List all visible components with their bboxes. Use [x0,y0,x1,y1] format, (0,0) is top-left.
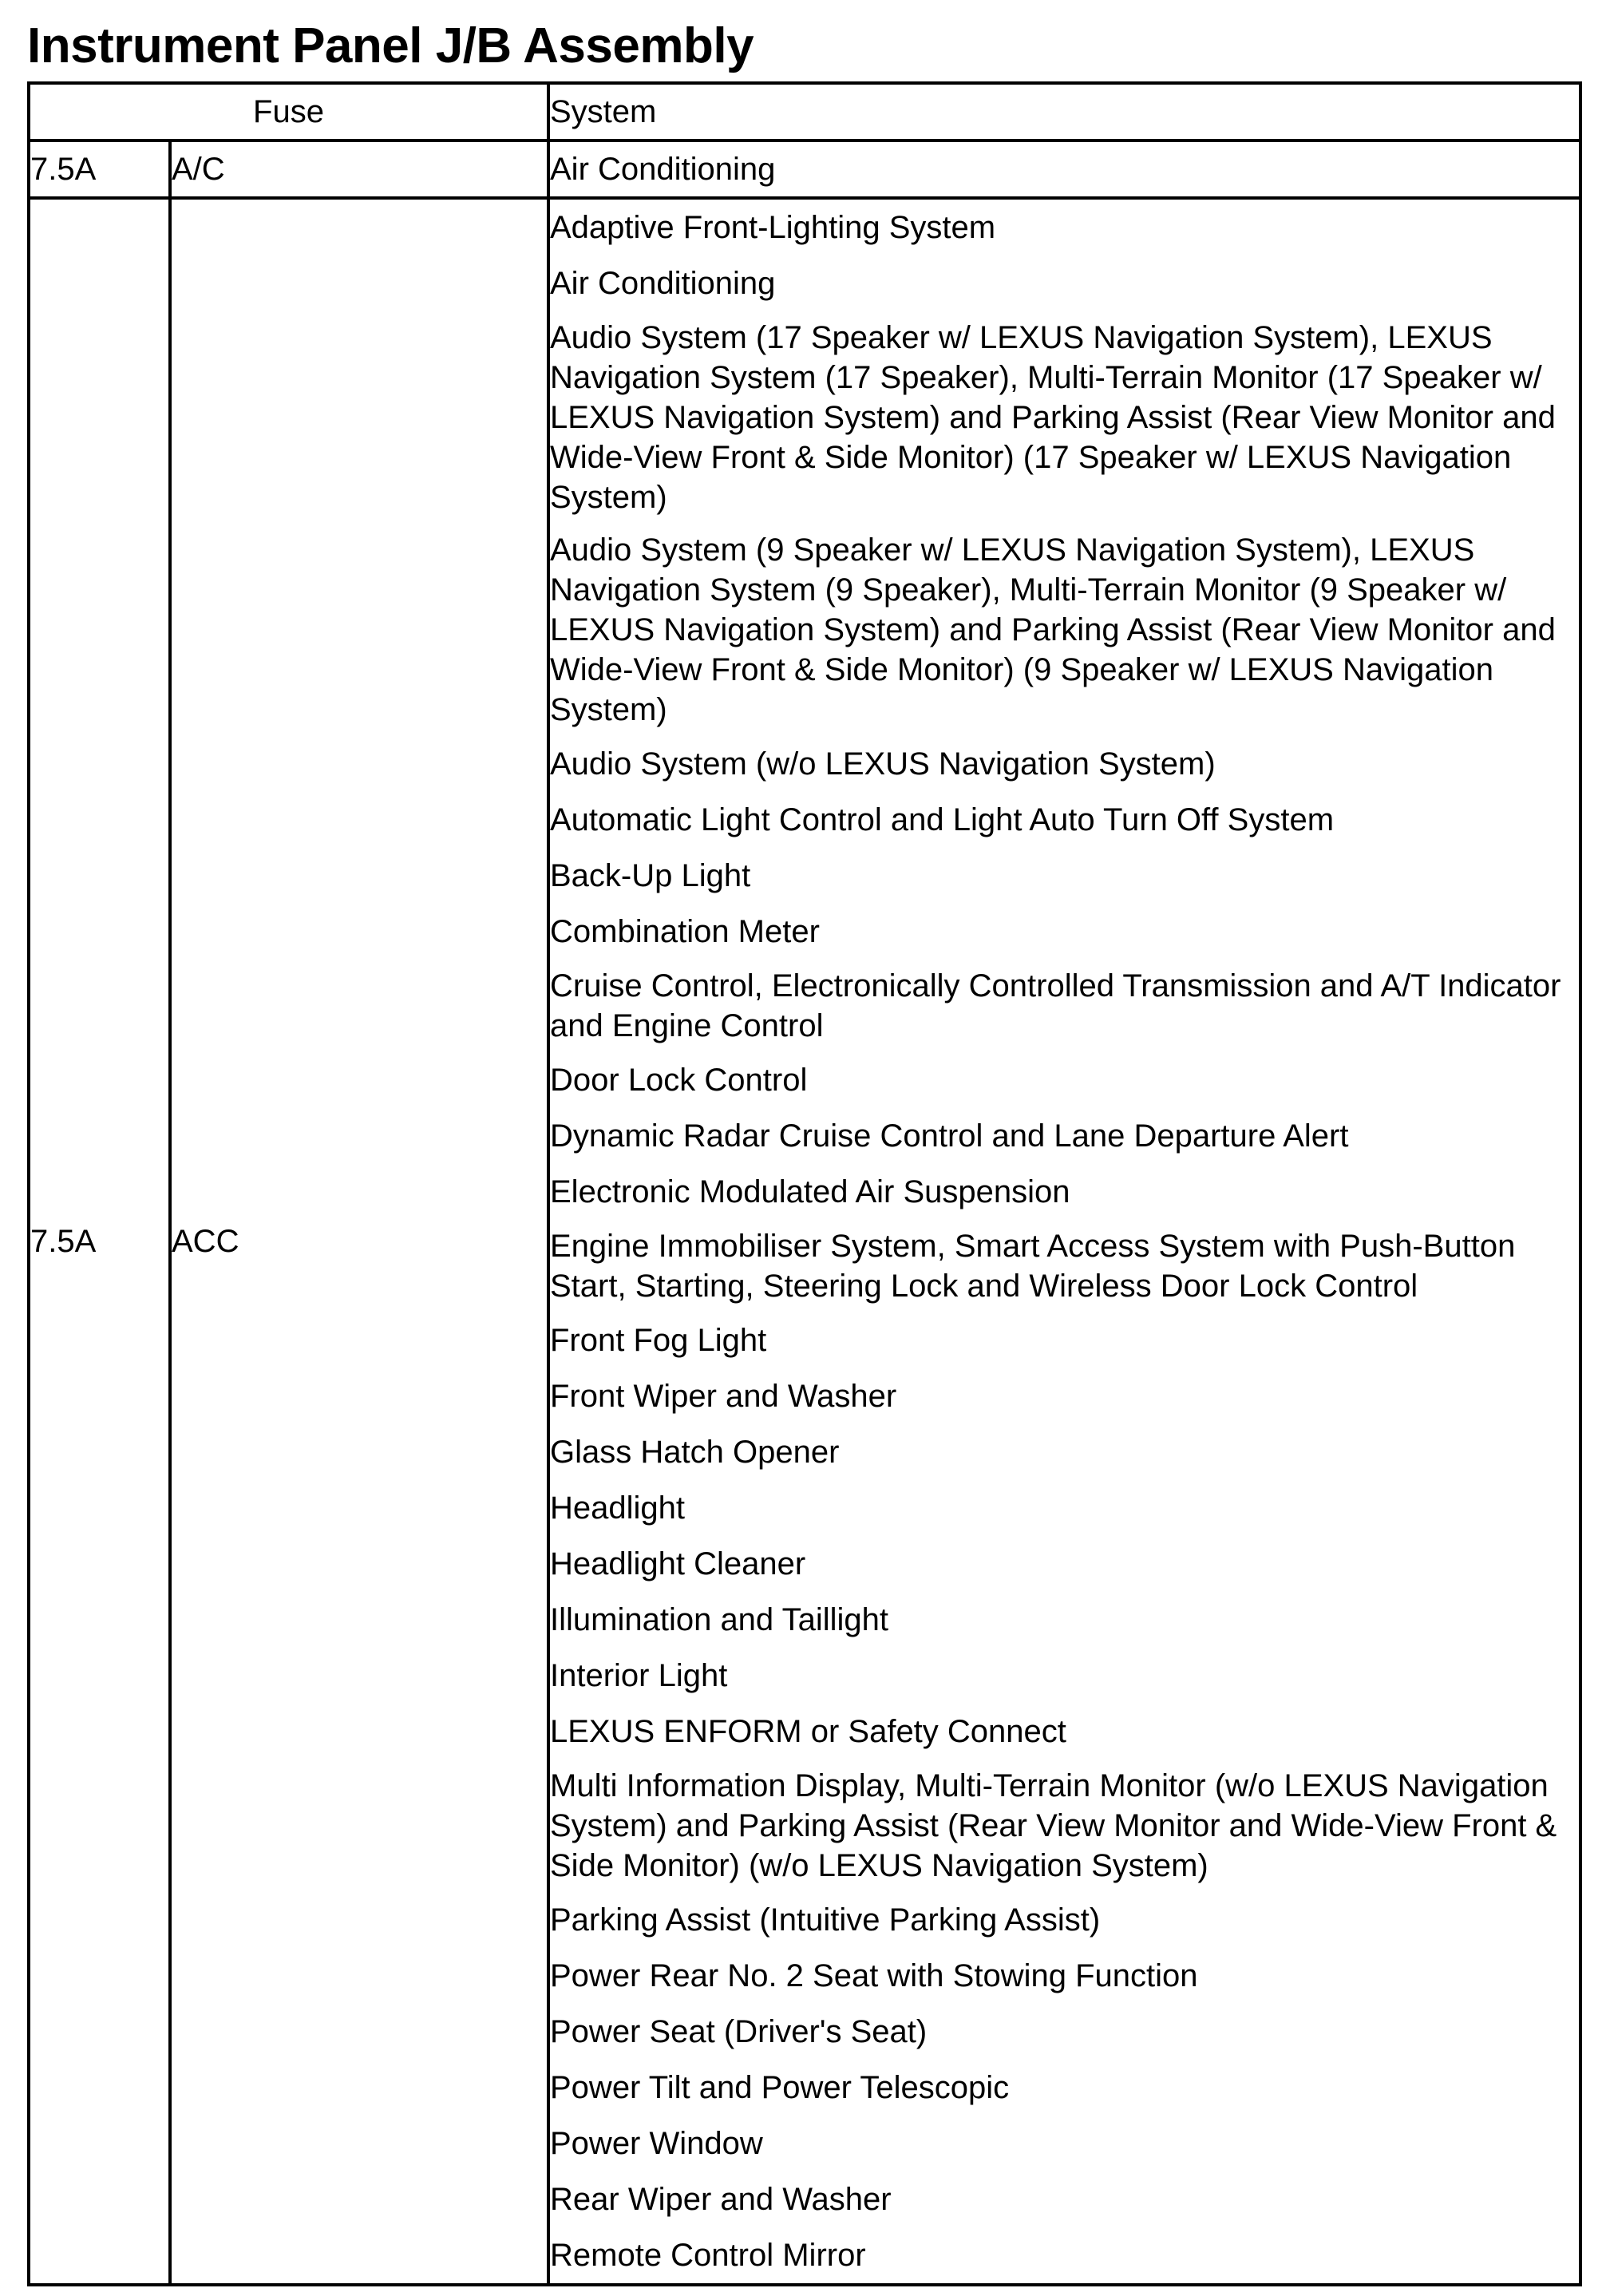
system-item: Air Conditioning [550,266,776,301]
system-list [548,198,1580,2285]
system-item: Glass Hatch Opener [550,1435,840,1470]
system-item: Headlight [550,1490,686,1526]
fuse-name: ACC [170,198,548,2285]
system-item: Parking Assist (Intuitive Parking Assist) [550,1902,1101,1938]
system-item: Dynamic Radar Cruise Control and Lane Departure Alert [550,1118,1349,1154]
table-row [29,198,1580,2285]
system-item: Automatic Light Control and Light Auto Turn Off System [550,802,1335,837]
system-item: Front Wiper and Washer [550,1379,897,1414]
page-title: Instrument Panel J/B Assembly [27,18,754,73]
system-item: Headlight Cleaner [550,1546,806,1581]
system-item: Engine Immobiliser System, Smart Access System with Push-Button Start, Starting, Steering Lock and Wireless Door Lock Control [550,1229,1516,1304]
fuse-amperage: 7.5A [29,141,170,198]
header-row [29,83,1580,141]
system-item: Combination Meter [550,914,820,949]
system-item: Power Tilt and Power Telescopic [550,2070,1010,2105]
system-item: Back-Up Light [550,858,751,893]
system-item: Electronic Modulated Air Suspension [550,1174,1070,1209]
fuse-table [27,81,1582,2286]
system-item: Multi Information Display, Multi-Terrain Monitor (w/o LEXUS Navigation System) and Parking Assist (Rear View Monitor and Wide-View Front & Side Monitor) (w/o LEXUS Navigation System) [550,1768,1557,1883]
system-item: Power Window [550,2126,763,2161]
fuse-amperage: 7.5A [29,198,170,2285]
system-item: Audio System (w/o LEXUS Navigation System) [550,746,1216,782]
system-item: Rear Wiper and Washer [550,2182,892,2217]
system-item: Audio System (9 Speaker w/ LEXUS Navigation System), LEXUS Navigation System (9 Speaker), Multi-Terrain Monitor (9 Speaker w/ LEXUS Navigation System) and Parking Assist (Rear View Monitor and Wide-View Front & Side Monitor) (9 Speaker w/ LEXUS Navigation System) [550,532,1556,727]
system-item: Front Fog Light [550,1323,767,1358]
header-fuse: Fuse [29,83,548,141]
system-item: Power Seat (Driver's Seat) [550,2014,928,2049]
system-item: Door Lock Control [550,1063,808,1098]
system-item: Power Rear No. 2 Seat with Stowing Function [550,1958,1198,1993]
table-row [29,141,1580,198]
system-item: LEXUS ENFORM or Safety Connect [550,1714,1066,1749]
system-item: Audio System (17 Speaker w/ LEXUS Navigation System), LEXUS Navigation System (17 Speaker), Multi-Terrain Monitor (17 Speaker w/ LEXUS Navigation System) and Parking Assist (Rear View Monitor and Wide-View Front & Side Monitor) (17 Speaker w/ LEXUS Navigation System) [550,320,1556,515]
header-system: System [548,83,1580,141]
system-item: Cruise Control, Electronically Controlled Transmission and A/T Indicator and Engine Control [550,968,1561,1043]
fuse-name: A/C [170,141,548,198]
system-item: Adaptive Front-Lighting System [550,210,996,245]
system-item: Remote Control Mirror [550,2238,866,2273]
system-item: Interior Light [550,1658,728,1693]
system-item: Air Conditioning [548,141,1580,198]
system-item: Illumination and Taillight [550,1602,888,1637]
